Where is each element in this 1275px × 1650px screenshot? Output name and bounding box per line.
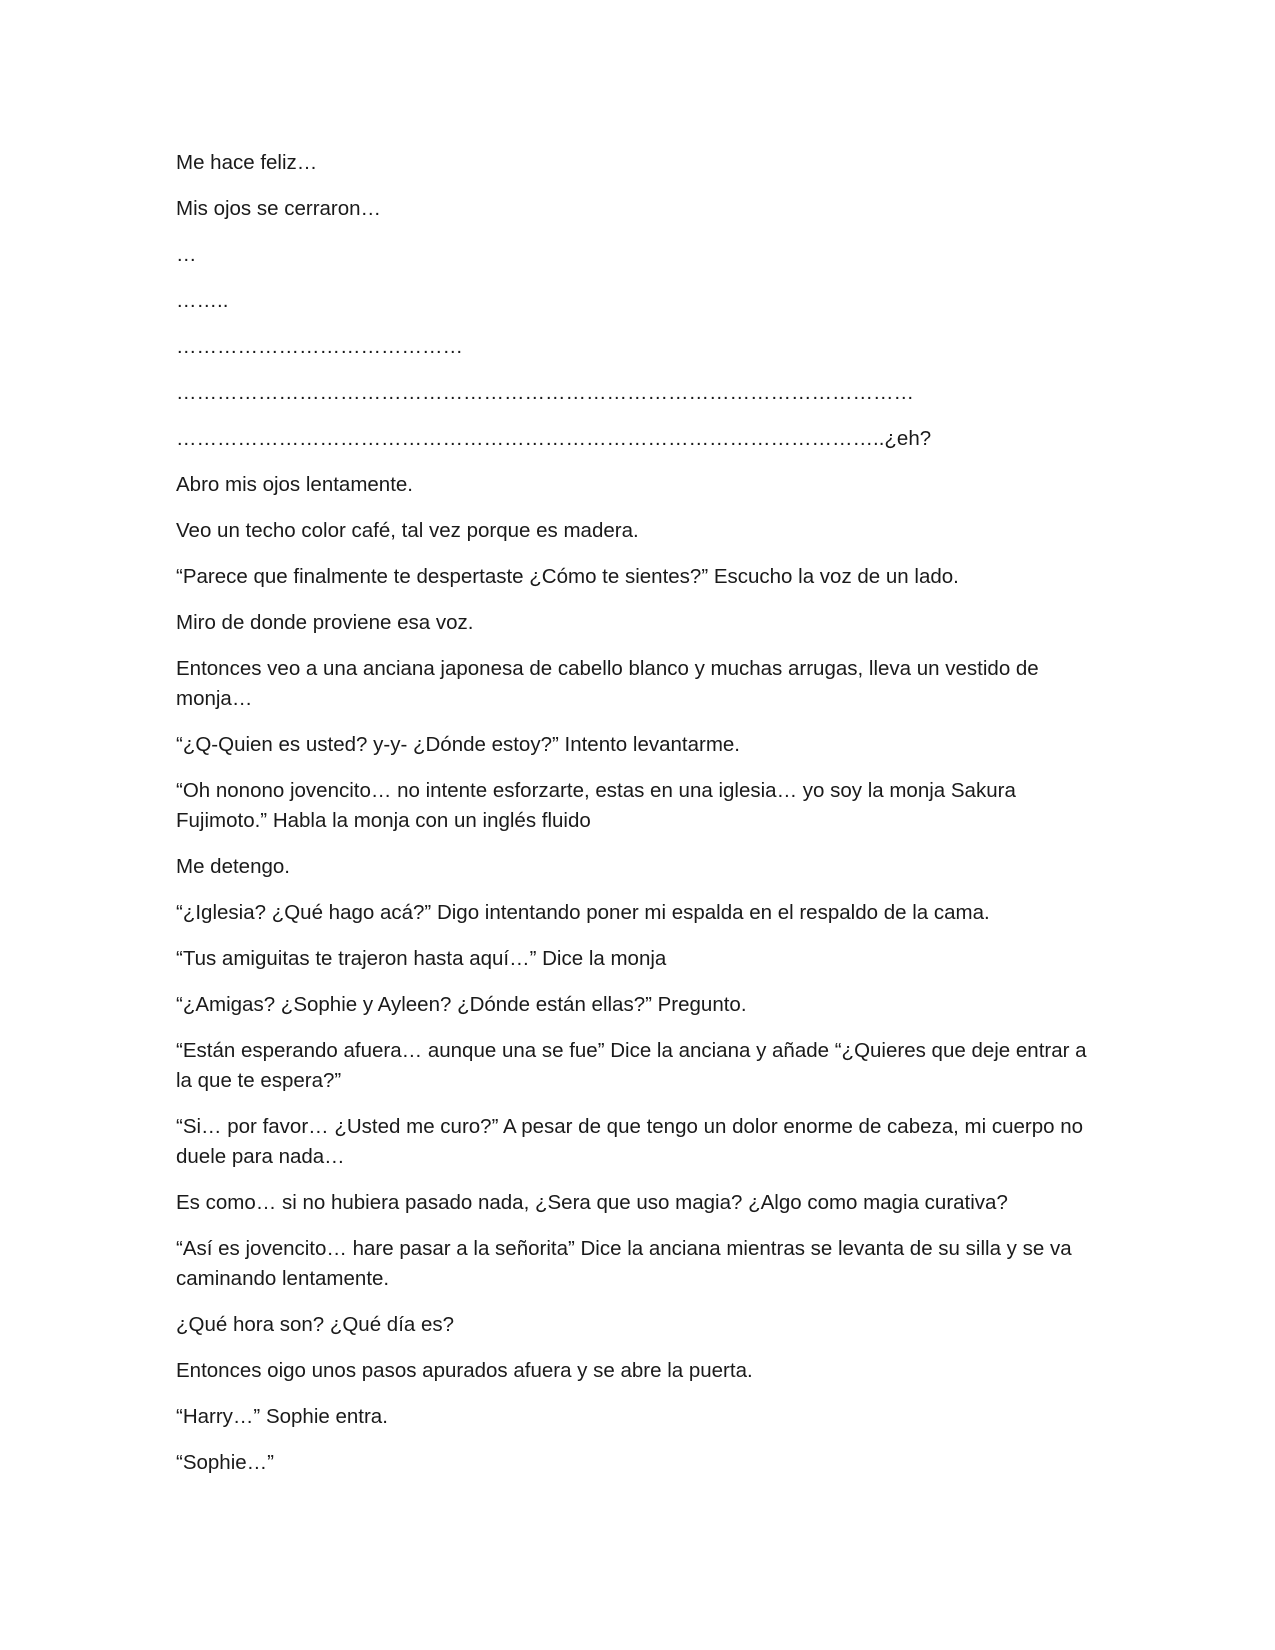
paragraph: Me detengo. [176, 855, 290, 878]
paragraph: Es como… si no hubiera pasado nada, ¿Sera que uso magia? ¿Algo como magia curativa? [176, 1191, 1008, 1214]
paragraph: …………………………………………………………………………………………..¿eh? [176, 427, 932, 450]
paragraph: “¿Q-Quien es usted? y-y- ¿Dónde estoy?” Intento levantarme. [176, 733, 741, 756]
paragraph: “Harry…” Sophie entra. [176, 1405, 388, 1428]
paragraph: …………………………………… [176, 335, 463, 358]
paragraph: “Están esperando afuera… aunque una se fue” Dice la anciana y añade “¿Quieres que deje entrar a la que te espera?” [176, 1039, 1093, 1092]
paragraph: Entonces veo a una anciana japonesa de cabello blanco y muchas arrugas, lleva un vestido de monja… [176, 657, 1045, 710]
paragraph: … [176, 243, 197, 266]
paragraph: Miro de donde proviene esa voz. [176, 611, 474, 634]
paragraph: Mis ojos se cerraron… [176, 197, 382, 220]
paragraph: “Así es jovencito… hare pasar a la señorita” Dice la anciana mientras se levanta de su silla y se va caminando lentamente. [176, 1237, 1078, 1290]
paragraph: Me hace feliz… [176, 151, 318, 174]
document-body [176, 148, 1096, 1494]
paragraph: “Oh nonono jovencito… no intente esforzarte, estas en una iglesia… yo soy la monja Sakura Fujimoto.” Habla la monja con un inglés fluido [176, 779, 1022, 832]
paragraph: Abro mis ojos lentamente. [176, 473, 414, 496]
paragraph: …….. [176, 289, 229, 312]
paragraph: “Parece que finalmente te despertaste ¿Cómo te sientes?” Escucho la voz de un lado. [176, 565, 959, 588]
paragraph: ¿Qué hora son? ¿Qué día es? [176, 1313, 455, 1336]
paragraph: “¿Iglesia? ¿Qué hago acá?” Digo intentando poner mi espalda en el respaldo de la cama. [176, 901, 990, 924]
paragraph: “Sophie…” [176, 1451, 274, 1474]
paragraph: ……………………………………………………………………………………………… [176, 381, 914, 404]
paragraph: Veo un techo color café, tal vez porque es madera. [176, 519, 639, 542]
paragraph: Entonces oigo unos pasos apurados afuera y se abre la puerta. [176, 1359, 753, 1382]
paragraph: “Tus amiguitas te trajeron hasta aquí…” Dice la monja [176, 947, 667, 970]
paragraph: “Si… por favor… ¿Usted me curo?” A pesar de que tengo un dolor enorme de cabeza, mi cuerpo no duele para nada… [176, 1115, 1089, 1168]
paragraph: “¿Amigas? ¿Sophie y Ayleen? ¿Dónde están ellas?” Pregunto. [176, 993, 747, 1016]
